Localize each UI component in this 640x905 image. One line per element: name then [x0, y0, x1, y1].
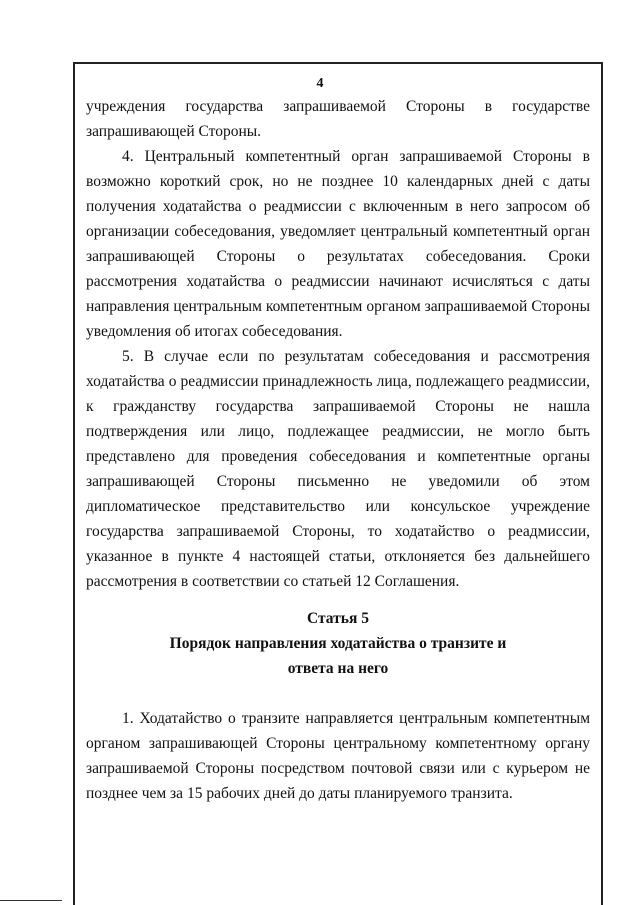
article-subtitle-line-2: ответа на него — [287, 660, 389, 677]
page-number: 4 — [316, 76, 324, 91]
paragraph-5: 5. В случае если по результатам собеседования и рассмотрения ходатайства о реадмиссии принадлежность лица, подлежащего реадмиссии, к гражданству государства запрашиваемой Стороны не нашла подтверждения или лицо, подлежащее реадмиссии, не могло быть представлено для проведения собеседования и компетентные органы запрашивающей Стороны письменно не уведомили об этом дипломатическое представительство или консульское учреждение государства запрашиваемой Стороны, то ходатайство о реадмиссии, указанное в пункте 4 настоящей статьи, отклоняется без дальнейшего рассмотрения в соответствии со статьей 12 Соглашения. — [86, 348, 590, 590]
article-paragraph-1: 1. Ходатайство о транзите направляется центральным компетентным органом запрашивающей Стороны центральному компетентному органу запрашиваемой Стороны посредством почтовой связи или с курьером не позднее чем за 15 рабочих дней до даты планируемого транзита. — [86, 710, 590, 802]
body-text-top — [86, 94, 590, 594]
body-text-bottom — [86, 706, 590, 806]
footer-rule — [0, 900, 62, 901]
article-title: Статья 5 — [307, 610, 369, 627]
paragraph-4: 4. Центральный компетентный орган запрашиваемой Стороны в возможно короткий срок, но не позднее 10 календарных дней с даты получения ходатайства о реадмиссии с включенным в него запросом об организации собеседования, уведомляет центральный компетентный орган запрашивающей Стороны о результатах собеседования. Сроки рассмотрения ходатайства о реадмиссии начинают исчисляться с даты направления центральным компетентным органом запрашиваемой Стороны уведомления об итогах собеседования. — [86, 148, 590, 340]
article-subtitle-line-1: Порядок направления ходатайства о транзите и — [169, 635, 507, 652]
paragraph-continuation: учреждения государства запрашиваемой Стороны в государстве запрашивающей Стороны. — [86, 98, 590, 140]
